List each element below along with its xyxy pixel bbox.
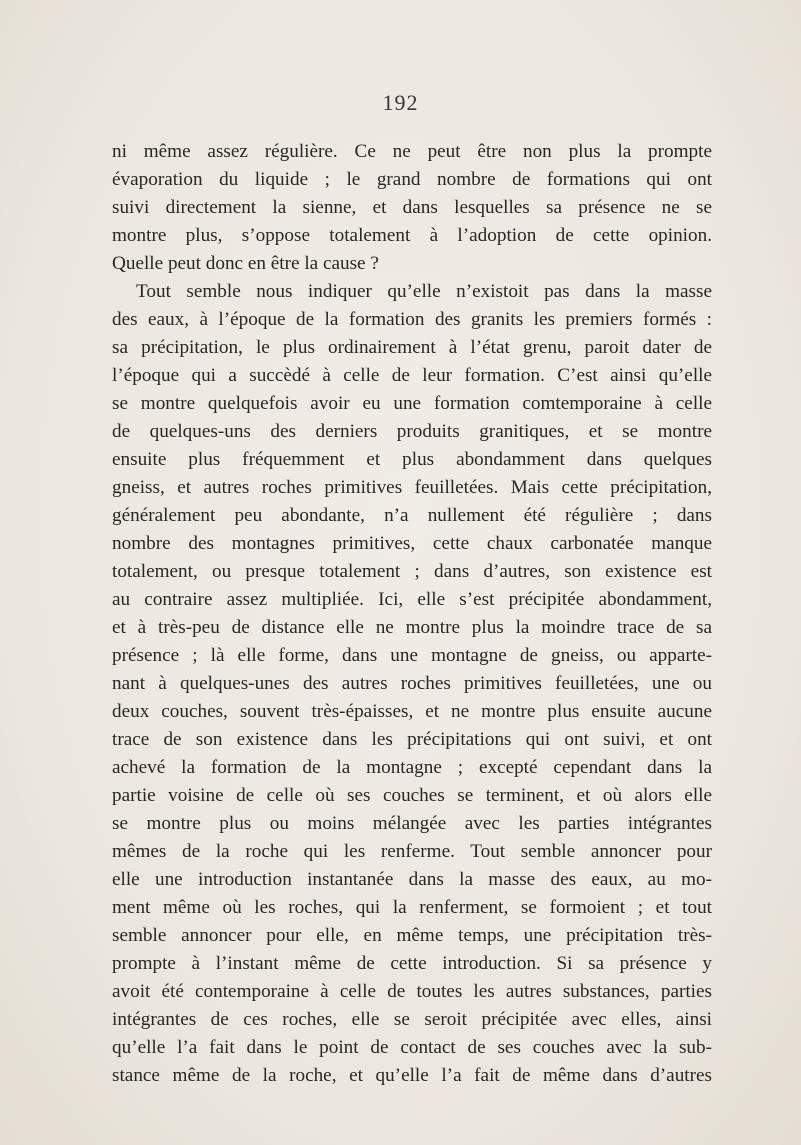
text-line: des eaux, à l’époque de la formation des granits les premiers formés :	[112, 309, 712, 330]
text-line: totalement, ou presque totalement ; dans d’autres, son existence est	[112, 561, 712, 582]
text-line: prompte à l’instant même de cette introduction. Si sa présence y	[112, 953, 712, 974]
text-line: partie voisine de celle où ses couches se terminent, et où alors elle	[112, 785, 712, 806]
text-line: ment même où les roches, qui la renferment, se formoient ; et tout	[112, 897, 712, 918]
text-line: nombre des montagnes primitives, cette chaux carbonatée manque	[112, 533, 712, 554]
text-line: mêmes de la roche qui les renferme. Tout semble annoncer pour	[112, 841, 712, 862]
text-line: stance même de la roche, et qu’elle l’a fait de même dans d’autres	[112, 1065, 712, 1086]
text-line: et à très-peu de distance elle ne montre plus la moindre trace de sa	[112, 617, 712, 638]
text-line: achevé la formation de la montagne ; excepté cependant dans la	[112, 757, 712, 778]
text-line: ni même assez régulière. Ce ne peut être non plus la prompte	[112, 141, 712, 162]
text-line: l’époque qui a succèdé à celle de leur formation. C’est ainsi qu’elle	[112, 365, 712, 386]
text-line: suivi directement la sienne, et dans lesquelles sa présence ne se	[112, 197, 712, 218]
text-line: évaporation du liquide ; le grand nombre de formations qui ont	[112, 169, 712, 190]
text-line: généralement peu abondante, n’a nullement été régulière ; dans	[112, 505, 712, 526]
text-line: montre plus, s’oppose totalement à l’adoption de cette opinion.	[112, 225, 712, 246]
text-line: nant à quelques-unes des autres roches primitives feuilletées, une ou	[112, 673, 712, 694]
text-line: gneiss, et autres roches primitives feuilletées. Mais cette précipitation,	[112, 477, 712, 498]
text-line: sa précipitation, le plus ordinairement à l’état grenu, paroit dater de	[112, 337, 712, 358]
text-line: semble annoncer pour elle, en même temps, une précipitation très-	[112, 925, 712, 946]
text-line: au contraire assez multipliée. Ici, elle s’est précipitée abondamment,	[112, 589, 712, 610]
text-line: Tout semble nous indiquer qu’elle n’existoit pas dans la masse	[136, 281, 712, 302]
text-line: elle une introduction instantanée dans la masse des eaux, au mo-	[112, 869, 712, 890]
text-line: intégrantes de ces roches, elle se seroit précipitée avec elles, ainsi	[112, 1009, 712, 1030]
text-line: se montre quelquefois avoir eu une formation comtemporaine à celle	[112, 393, 712, 414]
text-line: deux couches, souvent très-épaisses, et ne montre plus ensuite aucune	[112, 701, 712, 722]
text-line: qu’elle l’a fait dans le point de contact de ses couches avec la sub-	[112, 1037, 712, 1058]
text-line: Quelle peut donc en être la cause ?	[112, 253, 379, 274]
text-line: de quelques-uns des derniers produits granitiques, et se montre	[112, 421, 712, 442]
text-line: présence ; là elle forme, dans une montagne de gneiss, ou apparte-	[112, 645, 712, 666]
body-text	[112, 138, 712, 1090]
text-line: ensuite plus fréquemment et plus abondamment dans quelques	[112, 449, 712, 470]
text-line: trace de son existence dans les précipitations qui ont suivi, et ont	[112, 729, 712, 750]
text-line: se montre plus ou moins mélangée avec les parties intégrantes	[112, 813, 712, 834]
page-number: 192	[382, 90, 419, 115]
text-line: avoit été contemporaine à celle de toutes les autres substances, parties	[112, 981, 712, 1002]
